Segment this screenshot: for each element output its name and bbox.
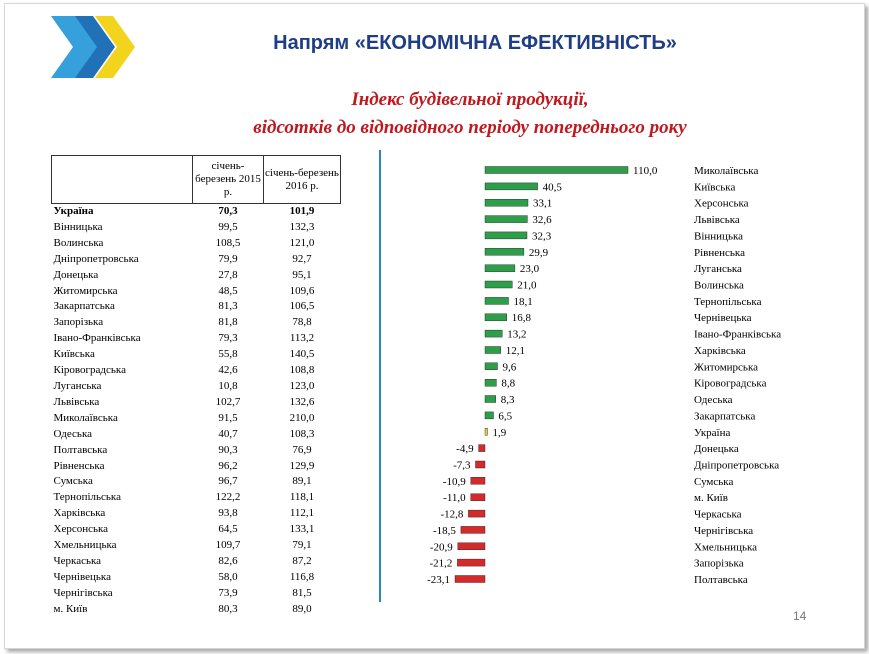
bar-value-label: -20,9 [429,541,453,554]
category-label: Івано-Франківська [694,328,782,341]
bar [485,428,488,435]
chart-subtitle-line-2: відсотків до відповідного періоду попереднього року [253,117,687,138]
bar-value-label: 29,9 [528,246,549,259]
page-title: Напрям «ЕКОНОМІЧНА ЕФЕКТИВНІСТЬ» [273,32,677,54]
category-label: Кіровоградська [694,377,767,390]
table-cell-region: Чернівецька [53,570,111,583]
bar [485,330,502,337]
bar [485,216,527,223]
table-cell-2015: 48,5 [218,284,238,297]
table-cell-2015: 27,8 [218,268,238,281]
bar [461,526,485,533]
table-cell-2015: 79,9 [218,252,238,265]
table-cell-2016: 116,8 [289,570,315,583]
bar [476,461,486,468]
table-cell-region: Донецька [53,268,99,281]
table-cell-2016: 129,9 [289,459,315,472]
bar-value-label: -10,9 [442,475,466,488]
table-cell-region: Чернігівська [53,586,113,599]
table-cell-2016: 79,1 [292,539,312,552]
bar-value-label: 16,8 [511,312,532,325]
table-cell-region: Тернопільська [53,491,121,504]
bar [485,396,496,403]
table-cell-2016: 140,5 [289,348,315,361]
table-cell-2016: 101,9 [289,205,315,217]
bar-value-label: 18,1 [513,295,533,308]
table-cell-region: м. Київ [53,602,88,615]
bar [479,445,485,452]
table-cell-2015: 73,9 [218,586,238,599]
table-cell-2015: 109,7 [215,539,241,552]
category-label: Луганська [694,263,742,276]
table-cell-2015: 10,8 [218,379,238,392]
table-cell-region: Полтавська [53,443,108,456]
bar-value-label: 8,3 [500,394,515,406]
table-cell-region: Київська [53,348,95,361]
table-cell-region: Черкаська [53,554,102,567]
bar-value-label: -23,1 [427,574,450,586]
bar [485,199,528,206]
category-label: Харківська [694,345,746,357]
table-cell-2016: 132,3 [289,220,315,233]
bar-value-label: 6,5 [498,410,513,423]
table-cell-2015: 80,3 [218,602,238,615]
table-cell-region: Івано-Франківська [53,332,141,345]
table-cell-2015: 102,7 [215,395,241,408]
table-cell-2015: 96,7 [218,475,238,488]
table-cell-region: Закарпатська [53,300,115,313]
table-cell-region: Херсонська [53,523,109,536]
bar-value-label: -21,2 [429,557,453,570]
table-header-2016: січень-березень 2016 р. [264,156,341,204]
category-label: Черкаська [694,508,742,521]
table-cell-2016: 108,8 [289,364,315,377]
bar [485,167,628,174]
table-cell-2016: 108,3 [289,427,315,440]
category-label: Вінницька [694,230,744,243]
bar-value-label: -12,8 [440,508,464,521]
bar-value-label: 40,5 [542,181,562,194]
table-cell-2016: 123,0 [289,379,315,392]
bar [485,347,501,354]
bar-value-label: 1,9 [492,426,507,439]
bar [485,281,512,288]
bar-value-label: 12,1 [505,345,525,357]
table-cell-2016: 78,8 [292,316,312,329]
category-label: Чернігівська [694,524,754,537]
category-label: Житомирська [694,361,759,374]
bar-value-label: 13,2 [507,328,527,341]
table-cell-2015: 108,5 [215,236,241,249]
category-label: Львівська [694,214,740,227]
table-cell-2016: 95,1 [292,268,312,281]
table-cell-2015: 64,5 [218,523,238,536]
category-label: Полтавська [694,574,748,586]
table-cell-2016: 210,0 [289,411,315,424]
bar [485,412,494,419]
category-label: Сумська [694,475,734,488]
bar [471,494,485,501]
category-label: Миколаївська [694,165,759,177]
bar [485,183,538,190]
category-label: Дніпропетровська [694,459,780,472]
table-cell-region: Львівська [53,395,100,408]
table-cell-2016: 133,1 [289,523,315,536]
table-cell-region: Рівненська [53,459,105,472]
table-cell-2016: 87,2 [292,554,312,567]
table-cell-2016: 121,0 [289,236,315,249]
table-cell-2015: 55,8 [218,348,238,361]
bar-value-label: 21,0 [517,279,537,292]
bar [458,543,485,550]
table-cell-2015: 42,6 [218,364,238,377]
category-label: Тернопільська [694,295,762,308]
table-cell-2016: 109,6 [289,284,315,297]
table-cell-region: Харківська [53,507,106,520]
table-cell-2016: 92,7 [292,252,312,265]
table-cell-region: Волинська [53,236,104,249]
table-cell-region: Кіровоградська [53,364,126,377]
bar-value-label: 8,8 [501,377,516,390]
category-label: Одеська [694,394,733,406]
table-cell-region: Хмельницька [53,539,117,552]
table-cell-2015: 96,2 [218,459,238,472]
bar [485,265,515,272]
table-cell-region: Україна [53,205,94,217]
table-cell-2015: 82,6 [218,554,238,567]
bar-value-label: 23,0 [519,263,540,276]
category-label: Херсонська [694,197,749,210]
table-cell-2016: 106,5 [289,300,315,313]
table-cell-region: Сумська [53,475,93,488]
table-cell-region: Одеська [53,427,93,440]
table-cell-2015: 70,3 [218,205,238,217]
table-cell-2016: 81,5 [292,586,312,599]
table-cell-2015: 122,2 [215,491,241,504]
table-cell-2016: 89,1 [292,475,312,488]
category-label: Волинська [694,279,744,292]
bar [457,559,485,566]
table-cell-2016: 113,2 [289,332,315,345]
category-label: Запорізька [694,557,744,570]
bar [455,576,485,583]
table-cell-region: Луганська [53,379,102,392]
category-label: Хмельницька [694,541,758,554]
table-cell-2016: 89,0 [292,602,312,615]
bar-value-label: 32,3 [532,230,552,243]
table-cell-region: Дніпропетровська [53,252,139,265]
bar [485,314,507,321]
table-cell-region: Житомирська [53,284,118,297]
bar [485,363,498,370]
chart-subtitle-line-1: Індекс будівельної продукції, [351,89,589,110]
table-header-2015: січень-березень 2015 р. [193,156,264,204]
table-cell-2015: 40,7 [218,427,238,440]
table-cell-2016: 118,1 [289,491,315,504]
bar-value-label: 32,6 [532,214,552,227]
table-cell-2016: 112,1 [289,507,315,520]
bar [485,297,509,304]
bar-value-label: -18,5 [432,524,456,537]
category-label: Закарпатська [694,410,756,423]
bar [485,248,524,255]
category-label: Чернівецька [694,312,752,325]
table-cell-2015: 81,8 [218,316,238,329]
table-cell-2016: 132,6 [289,395,315,408]
table-cell-region: Запорізька [53,316,104,329]
table-cell-region: Миколаївська [53,411,118,424]
table-cell-2015: 81,3 [218,300,238,313]
bar [471,477,485,484]
category-label: Рівненська [694,246,745,259]
category-label: Україна [694,426,731,439]
table-cell-2015: 99,5 [218,220,238,233]
table-cell-2015: 91,5 [218,411,238,424]
category-label: Київська [694,181,736,194]
bar [485,379,496,386]
table-cell-2016: 76,9 [292,443,312,456]
category-label: Донецька [694,443,739,456]
bar-value-label: 9,6 [502,361,517,374]
table-cell-2015: 79,3 [218,332,238,345]
table-cell-2015: 90,3 [218,443,238,456]
bar-value-label: -7,3 [453,459,471,472]
table-cell-region: Вінницька [53,220,103,233]
table-cell-2015: 58,0 [218,570,238,583]
bar-value-label: 33,1 [533,197,553,210]
bar [485,232,527,239]
table-cell-2015: 93,8 [218,507,238,520]
category-label: м. Київ [694,492,728,505]
bar-value-label: -4,9 [456,443,474,456]
bar-value-label: -11,0 [443,492,466,505]
bar-value-label: 110,0 [633,165,658,177]
page-number: 14 [793,609,807,623]
bar [468,510,485,517]
